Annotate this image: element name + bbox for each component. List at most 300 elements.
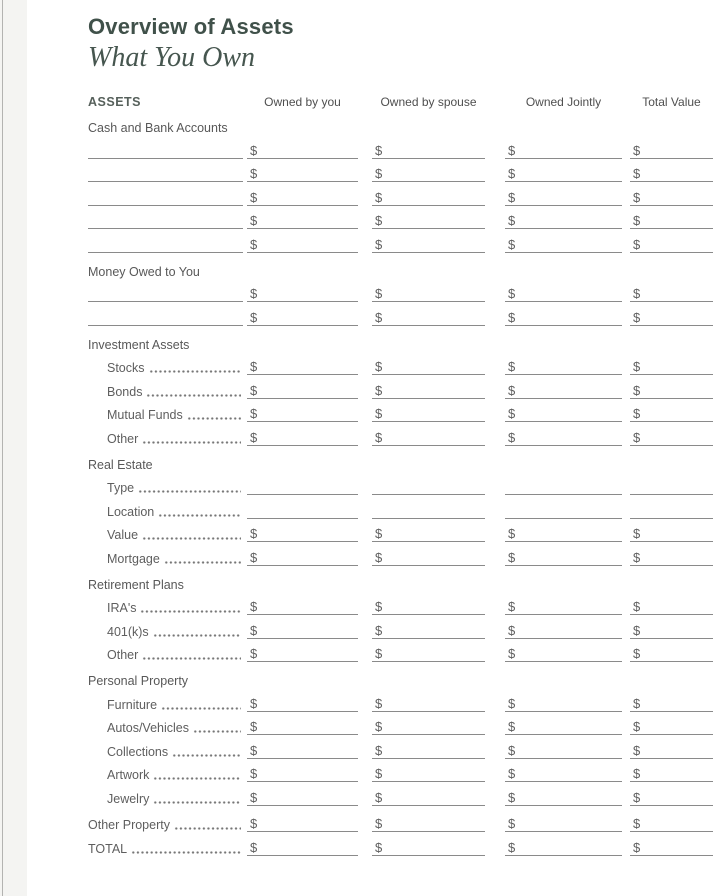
row-label-collections: Collections (107, 744, 169, 759)
sections (88, 121, 713, 856)
field-owned-by-you-line[interactable] (247, 279, 358, 303)
field-owned-by-spouse-line[interactable] (372, 735, 485, 759)
field-owned-by-spouse-line[interactable] (372, 782, 485, 806)
page-edge-line (2, 0, 3, 896)
field-owned-jointly-line[interactable] (505, 615, 622, 639)
dollar-sign: $ (633, 309, 641, 325)
section-money-owed-to-you (88, 265, 713, 326)
row-label-other-property: Other Property (88, 818, 170, 832)
field-owned-by-you-line[interactable] (247, 615, 358, 639)
field-total-value-line[interactable] (630, 159, 713, 183)
dollar-sign: $ (633, 359, 641, 374)
table-row (88, 472, 713, 496)
field-owned-by-you-line[interactable] (247, 542, 358, 566)
dollar-sign: $ (633, 549, 641, 565)
row-label-jewelry: Jewelry (107, 791, 150, 806)
table-row (88, 279, 713, 303)
field-owned-by-you-line[interactable] (247, 495, 358, 519)
row-label-cell (88, 472, 243, 496)
dollar-sign: $ (633, 839, 641, 855)
dollar-sign: $ (250, 429, 258, 445)
dollar-sign: $ (375, 213, 383, 228)
dollar-sign: $ (250, 646, 258, 661)
row-label-bonds: Bonds (107, 384, 143, 399)
field-owned-by-you-line[interactable] (247, 782, 358, 806)
column-header-owned-by-spouse: Owned by spouse (380, 95, 477, 109)
section-retirement-plans (88, 578, 713, 663)
row-label-total: TOTAL (88, 841, 128, 856)
dollar-sign: $ (508, 549, 516, 565)
dollar-sign: $ (508, 599, 516, 614)
field-description-line[interactable] (88, 279, 243, 303)
row-label-cell (88, 809, 243, 833)
dollar-sign: $ (633, 646, 641, 661)
dollar-sign: $ (250, 236, 258, 252)
field-description-line[interactable] (88, 182, 243, 206)
section-investment-assets (88, 338, 713, 446)
field-owned-jointly-line[interactable] (505, 592, 622, 616)
field-owned-by-you-line[interactable] (247, 735, 358, 759)
dollar-sign: $ (633, 526, 641, 541)
field-owned-by-you-line[interactable] (247, 712, 358, 736)
field-owned-jointly-line[interactable] (505, 832, 622, 856)
section-real-estate (88, 458, 713, 566)
field-owned-by-you-line[interactable] (247, 832, 358, 856)
field-owned-by-you-line[interactable] (247, 206, 358, 230)
field-total-value-line[interactable] (630, 782, 713, 806)
field-total-value-line[interactable] (630, 422, 713, 446)
dollar-sign: $ (375, 406, 383, 421)
dollar-sign: $ (508, 359, 516, 374)
dollar-sign: $ (375, 719, 383, 734)
dollar-sign: $ (375, 286, 383, 301)
dot-leader (153, 633, 241, 638)
field-owned-jointly-line[interactable] (505, 399, 622, 423)
dollar-sign: $ (508, 839, 516, 855)
dollar-sign: $ (508, 622, 516, 638)
dollar-sign: $ (250, 382, 258, 398)
dollar-sign: $ (633, 166, 641, 181)
field-total-value-line[interactable] (630, 639, 713, 663)
dollar-sign: $ (508, 309, 516, 325)
table-row (88, 832, 713, 856)
row-label-cell (88, 592, 243, 616)
table-row (88, 422, 713, 446)
field-owned-jointly-line[interactable] (505, 375, 622, 399)
field-owned-by-spouse-line[interactable] (372, 375, 485, 399)
dollar-sign: $ (375, 742, 383, 758)
dollar-sign: $ (633, 213, 641, 228)
row-label-cell (88, 735, 243, 759)
field-owned-jointly-line[interactable] (505, 135, 622, 159)
page-subtitle: What You Own (88, 42, 256, 73)
field-owned-by-you-line[interactable] (247, 182, 358, 206)
field-total-value-line[interactable] (630, 352, 713, 376)
table-row (88, 495, 713, 519)
field-owned-jointly-line[interactable] (505, 542, 622, 566)
dollar-sign: $ (508, 695, 516, 711)
dollar-sign: $ (250, 213, 258, 228)
page-left-margin-strip (0, 0, 27, 896)
dollar-sign: $ (508, 646, 516, 661)
section-title: Real Estate (88, 457, 153, 472)
table-row (88, 135, 713, 159)
row-label-mortgage: Mortgage (107, 551, 160, 566)
dollar-sign: $ (508, 166, 516, 181)
dollar-sign: $ (633, 742, 641, 758)
row-label-location: Location (107, 504, 155, 519)
field-owned-by-you-line[interactable] (247, 302, 358, 326)
dollar-sign: $ (250, 839, 258, 855)
table-row (88, 542, 713, 566)
row-label-cell (88, 782, 243, 806)
dollar-sign: $ (250, 789, 258, 805)
dollar-sign: $ (633, 382, 641, 398)
dot-leader (138, 489, 241, 494)
field-owned-by-spouse-line[interactable] (372, 519, 485, 543)
field-owned-jointly-line[interactable] (505, 279, 622, 303)
field-owned-jointly-line[interactable] (505, 712, 622, 736)
field-total-value-line[interactable] (630, 302, 713, 326)
row-label-cell (88, 352, 243, 376)
row-label-cell (88, 832, 243, 856)
dot-leader (172, 753, 241, 758)
page-title: Overview of Assets (88, 14, 294, 39)
field-owned-by-spouse-line[interactable] (372, 495, 485, 519)
dollar-sign: $ (250, 766, 258, 781)
field-owned-jointly-line[interactable] (505, 688, 622, 712)
column-header-total-value: Total Value (642, 95, 701, 109)
column-header-assets: ASSETS (88, 95, 142, 109)
dollar-sign: $ (508, 766, 516, 781)
table-row (88, 352, 713, 376)
field-owned-by-spouse-line[interactable] (372, 135, 485, 159)
column-header-owned-by-you: Owned by you (264, 95, 341, 109)
dollar-sign: $ (508, 142, 516, 158)
dot-leader (142, 440, 241, 445)
field-owned-by-you-line[interactable] (247, 229, 358, 253)
dollar-sign: $ (633, 695, 641, 711)
dollar-sign: $ (633, 286, 641, 301)
field-total-value-line[interactable] (630, 688, 713, 712)
dollar-sign: $ (250, 359, 258, 374)
field-owned-jointly-line[interactable] (505, 352, 622, 376)
field-owned-jointly-line[interactable] (505, 206, 622, 230)
field-owned-jointly-line[interactable] (505, 495, 622, 519)
table-row (88, 229, 713, 253)
table-row (88, 206, 713, 230)
field-owned-by-spouse-line[interactable] (372, 472, 485, 496)
dot-leader (187, 416, 241, 421)
field-owned-by-spouse-line[interactable] (372, 206, 485, 230)
field-owned-by-you-line[interactable] (247, 688, 358, 712)
dollar-sign: $ (375, 766, 383, 781)
field-total-value-line[interactable] (630, 615, 713, 639)
section-title: Money Owed to You (88, 264, 200, 279)
dollar-sign: $ (633, 599, 641, 614)
dollar-sign: $ (375, 166, 383, 181)
field-total-value-line[interactable] (630, 832, 713, 856)
section-personal-property (88, 674, 713, 806)
dollar-sign: $ (633, 429, 641, 445)
dollar-sign: $ (250, 622, 258, 638)
dollar-sign: $ (508, 719, 516, 734)
dollar-sign: $ (633, 406, 641, 421)
table-row (88, 302, 713, 326)
dot-leader (142, 656, 241, 661)
dollar-sign: $ (375, 142, 383, 158)
dollar-sign: $ (375, 816, 383, 831)
field-owned-by-you-line[interactable] (247, 809, 358, 833)
dollar-sign: $ (375, 789, 383, 805)
field-description-line[interactable] (88, 302, 243, 326)
field-owned-by-spouse-line[interactable] (372, 639, 485, 663)
field-owned-by-spouse-line[interactable] (372, 302, 485, 326)
row-label-furniture: Furniture (107, 697, 158, 712)
field-total-value-line[interactable] (630, 135, 713, 159)
section-title: Personal Property (88, 674, 189, 688)
dot-leader (149, 369, 241, 374)
section-totals (88, 809, 713, 856)
row-label-mutual-funds: Mutual Funds (107, 408, 183, 422)
dollar-sign: $ (250, 816, 258, 831)
field-owned-by-you-line[interactable] (247, 159, 358, 183)
field-owned-by-you-line[interactable] (247, 519, 358, 543)
dollar-sign: $ (375, 526, 383, 541)
row-label-artwork: Artwork (107, 768, 150, 782)
dot-leader (161, 706, 241, 711)
dollar-sign: $ (508, 429, 516, 445)
table-row (88, 159, 713, 183)
row-label-cell (88, 422, 243, 446)
dollar-sign: $ (508, 189, 516, 205)
dot-leader (153, 776, 241, 781)
row-label-cell (88, 688, 243, 712)
dollar-sign: $ (633, 766, 641, 781)
dollar-sign: $ (633, 189, 641, 205)
dollar-sign: $ (250, 599, 258, 614)
field-owned-by-spouse-line[interactable] (372, 759, 485, 783)
row-label-cell (88, 495, 243, 519)
field-total-value-line[interactable] (630, 809, 713, 833)
table-row (88, 759, 713, 783)
field-total-value-line[interactable] (630, 759, 713, 783)
row-label-cell (88, 399, 243, 423)
row-label-autos-vehicles: Autos/Vehicles (107, 721, 189, 735)
row-label-other: Other (107, 431, 139, 446)
dot-leader (153, 800, 241, 805)
table-row (88, 735, 713, 759)
row-label-ira-s: IRA's (107, 601, 137, 615)
field-owned-jointly-line[interactable] (505, 182, 622, 206)
dollar-sign: $ (375, 839, 383, 855)
field-owned-by-spouse-line[interactable] (372, 809, 485, 833)
dollar-sign: $ (250, 695, 258, 711)
row-label-type: Type (107, 481, 135, 495)
dollar-sign: $ (250, 526, 258, 541)
dot-leader (142, 536, 241, 541)
dot-leader (140, 609, 241, 614)
dollar-sign: $ (250, 719, 258, 734)
field-description-line[interactable] (88, 206, 243, 230)
table-row (88, 712, 713, 736)
row-label-value: Value (107, 528, 139, 542)
table-row (88, 375, 713, 399)
field-owned-jointly-line[interactable] (505, 639, 622, 663)
dollar-sign: $ (633, 622, 641, 638)
field-total-value-line[interactable] (630, 519, 713, 543)
field-owned-by-you-line[interactable] (247, 399, 358, 423)
field-total-value-line[interactable] (630, 375, 713, 399)
field-total-value-line[interactable] (630, 472, 713, 496)
row-label-cell (88, 542, 243, 566)
row-label-cell (88, 639, 243, 663)
section-title: Cash and Bank Accounts (88, 121, 228, 135)
dollar-sign: $ (375, 359, 383, 374)
row-label-cell (88, 759, 243, 783)
field-owned-by-spouse-line[interactable] (372, 422, 485, 446)
field-total-value-line[interactable] (630, 495, 713, 519)
dollar-sign: $ (508, 236, 516, 252)
dollar-sign: $ (633, 789, 641, 805)
dollar-sign: $ (250, 742, 258, 758)
row-label-cell (88, 615, 243, 639)
field-owned-jointly-line[interactable] (505, 759, 622, 783)
dot-leader (131, 850, 241, 855)
dollar-sign: $ (250, 166, 258, 181)
dollar-sign: $ (375, 309, 383, 325)
dollar-sign: $ (508, 789, 516, 805)
dollar-sign: $ (375, 646, 383, 661)
dot-leader (146, 393, 241, 398)
dollar-sign: $ (508, 286, 516, 301)
table-row (88, 809, 713, 833)
dollar-sign: $ (250, 142, 258, 158)
dot-leader (158, 513, 241, 518)
field-total-value-line[interactable] (630, 279, 713, 303)
field-total-value-line[interactable] (630, 206, 713, 230)
dollar-sign: $ (375, 695, 383, 711)
field-owned-by-you-line[interactable] (247, 352, 358, 376)
dollar-sign: $ (250, 309, 258, 325)
row-label-other: Other (107, 648, 139, 662)
field-owned-by-spouse-line[interactable] (372, 182, 485, 206)
field-owned-jointly-line[interactable] (505, 809, 622, 833)
table-row (88, 639, 713, 663)
field-total-value-line[interactable] (630, 542, 713, 566)
dollar-sign: $ (508, 213, 516, 228)
dot-leader (174, 826, 241, 831)
dollar-sign: $ (250, 189, 258, 205)
dollar-sign: $ (633, 719, 641, 734)
field-owned-by-spouse-line[interactable] (372, 279, 485, 303)
field-owned-by-spouse-line[interactable] (372, 159, 485, 183)
field-owned-jointly-line[interactable] (505, 519, 622, 543)
row-label-stocks: Stocks (107, 361, 145, 375)
dollar-sign: $ (250, 286, 258, 301)
dollar-sign: $ (508, 742, 516, 758)
field-total-value-line[interactable] (630, 229, 713, 253)
dollar-sign: $ (375, 382, 383, 398)
dollar-sign: $ (375, 599, 383, 614)
field-owned-by-you-line[interactable] (247, 592, 358, 616)
dollar-sign: $ (375, 189, 383, 205)
section-title: Retirement Plans (88, 577, 184, 592)
table-row (88, 615, 713, 639)
field-owned-by-spouse-line[interactable] (372, 352, 485, 376)
field-owned-jointly-line[interactable] (505, 735, 622, 759)
dollar-sign: $ (508, 382, 516, 398)
field-owned-by-you-line[interactable] (247, 135, 358, 159)
field-owned-by-spouse-line[interactable] (372, 542, 485, 566)
dollar-sign: $ (508, 816, 516, 831)
dollar-sign: $ (633, 816, 641, 831)
section-title: Investment Assets (88, 337, 190, 352)
row-label-cell (88, 375, 243, 399)
field-total-value-line[interactable] (630, 735, 713, 759)
field-total-value-line[interactable] (630, 182, 713, 206)
dollar-sign: $ (633, 236, 641, 252)
field-owned-by-spouse-line[interactable] (372, 592, 485, 616)
dot-leader (193, 729, 241, 734)
dollar-sign: $ (508, 526, 516, 541)
field-description-line[interactable] (88, 135, 243, 159)
field-owned-by-spouse-line[interactable] (372, 229, 485, 253)
row-label-cell (88, 712, 243, 736)
table-row (88, 399, 713, 423)
dollar-sign: $ (375, 236, 383, 252)
field-owned-jointly-line[interactable] (505, 422, 622, 446)
dollar-sign: $ (250, 406, 258, 421)
field-owned-jointly-line[interactable] (505, 302, 622, 326)
field-total-value-line[interactable] (630, 399, 713, 423)
field-description-line[interactable] (88, 229, 243, 253)
dollar-sign: $ (508, 406, 516, 421)
table-row (88, 782, 713, 806)
dot-leader (164, 560, 241, 565)
field-owned-by-you-line[interactable] (247, 422, 358, 446)
dollar-sign: $ (375, 622, 383, 638)
worksheet-page (88, 0, 713, 856)
field-owned-by-spouse-line[interactable] (372, 688, 485, 712)
field-total-value-line[interactable] (630, 712, 713, 736)
field-owned-by-spouse-line[interactable] (372, 712, 485, 736)
field-owned-jointly-line[interactable] (505, 229, 622, 253)
field-owned-jointly-line[interactable] (505, 159, 622, 183)
field-owned-by-spouse-line[interactable] (372, 615, 485, 639)
field-owned-by-you-line[interactable] (247, 375, 358, 399)
dollar-sign: $ (375, 549, 383, 565)
section-cash-and-bank-accounts (88, 121, 713, 253)
field-owned-jointly-line[interactable] (505, 782, 622, 806)
field-owned-by-spouse-line[interactable] (372, 832, 485, 856)
dollar-sign: $ (250, 549, 258, 565)
table-row (88, 592, 713, 616)
table-row (88, 182, 713, 206)
column-header-owned-jointly: Owned Jointly (525, 95, 602, 109)
field-owned-jointly-line[interactable] (505, 472, 622, 496)
dollar-sign: $ (633, 142, 641, 158)
field-owned-by-you-line[interactable] (247, 759, 358, 783)
field-owned-by-you-line[interactable] (247, 472, 358, 496)
field-description-line[interactable] (88, 159, 243, 183)
dollar-sign: $ (375, 429, 383, 445)
field-total-value-line[interactable] (630, 592, 713, 616)
row-label-cell (88, 519, 243, 543)
field-owned-by-you-line[interactable] (247, 639, 358, 663)
field-owned-by-spouse-line[interactable] (372, 399, 485, 423)
table-row (88, 688, 713, 712)
